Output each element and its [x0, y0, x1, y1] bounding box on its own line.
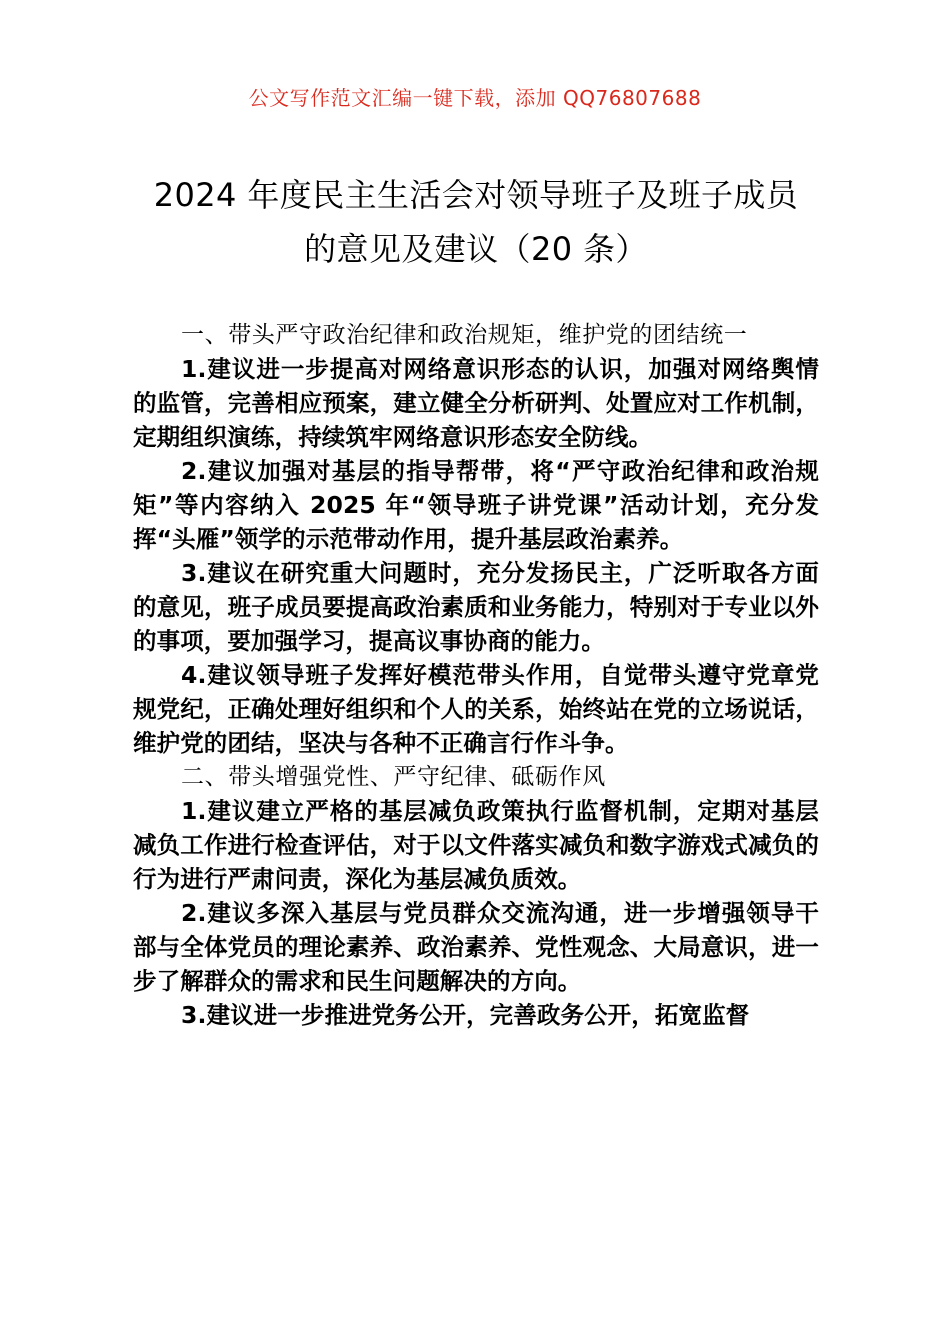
document-title: 2024 年度民主生活会对领导班子及班子成员的意见及建议（20 条） — [153, 176, 799, 268]
promo-watermark: 公文写作范文汇编一键下载，添加 QQ76807688 — [248, 86, 702, 110]
section-2-item-1: 1.建议建立严格的基层减负政策执行监督机制，定期对基层减负工作进行检查评估，对于以文件落实减负和数字游戏式减负的行为进行严肃问责，深化为基层减负质效。 — [133, 797, 819, 893]
section-heading-1: 一、带头严守政治纪律和政治规矩，维护党的团结统一 — [181, 322, 748, 348]
section-2-item-2: 2.建议多深入基层与党员群众交流沟通，进一步增强领导干部与全体党员的理论素养、政治素养、党性观念、大局意识，进一步了解群众的需求和民生问题解决的方向。 — [133, 899, 819, 995]
section-1-item-1: 1.建议进一步提高对网络意识形态的认识，加强对网络舆情的监管，完善相应预案，建立健全分析研判、处置应对工作机制，定期组织演练，持续筑牢网络意识形态安全防线。 — [133, 355, 819, 451]
section-1-item-3: 3.建议在研究重大问题时，充分发扬民主，广泛听取各方面的意见，班子成员要提高政治素质和业务能力，特别对于专业以外的事项，要加强学习，提高议事协商的能力。 — [133, 559, 819, 655]
section-1-item-2: 2.建议加强对基层的指导帮带，将“严守政治纪律和政治规矩”等内容纳入 2025 年“领导班子讲党课”活动计划，充分发挥“头雁”领学的示范带动作用，提升基层政治素养。 — [133, 457, 819, 553]
section-2-item-3: 3.建议进一步推进党务公开，完善政务公开，拓宽监督 — [181, 1001, 750, 1029]
section-1-item-4: 4.建议领导班子发挥好模范带头作用，自觉带头遵守党章党规党纪，正确处理好组织和个人的关系，始终站在党的立场说话，维护党的团结，坚决与各种不正确言行作斗争。 — [133, 661, 819, 757]
section-heading-2: 二、带头增强党性、严守纪律、砥砺作风 — [181, 764, 606, 790]
document-content — [133, 168, 819, 1032]
